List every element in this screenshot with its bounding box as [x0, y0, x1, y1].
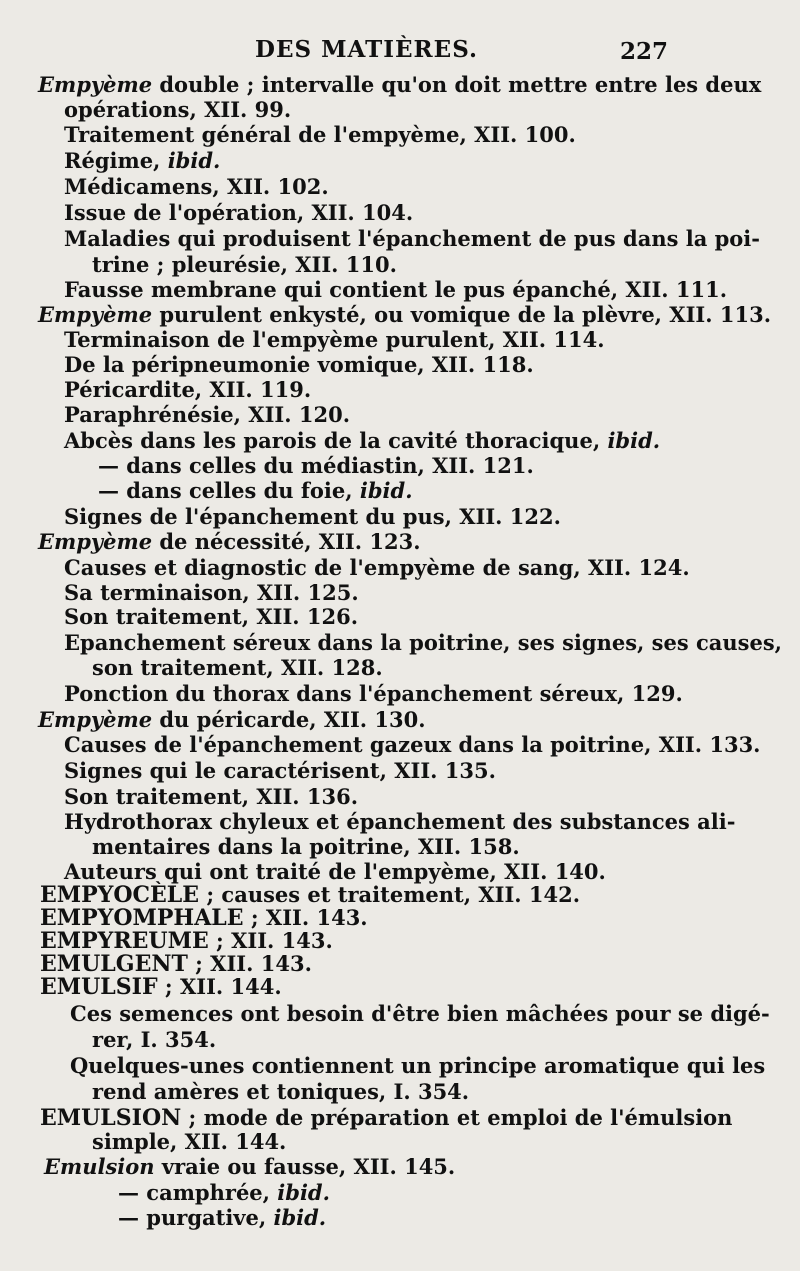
entry-text: Sa terminaison, XII. 125.: [64, 580, 359, 605]
entry-reference-ibid: ibid.: [607, 428, 661, 453]
index-entry-line: [92, 1079, 469, 1105]
index-entry-line: [64, 174, 329, 200]
entry-text: ; mode de préparation et emploi de l'émulsion: [181, 1105, 733, 1130]
index-entry-line: [64, 604, 358, 630]
entry-text: mentaires dans la poitrine, XII. 158.: [92, 834, 520, 859]
index-entry-line: [38, 302, 771, 328]
index-entry-line: [40, 974, 282, 1000]
entry-headword-caps: EMPYOCÈLE: [40, 882, 200, 908]
entry-text: de nécessité, XII. 123.: [152, 529, 421, 554]
entry-text: ; XII. 144.: [157, 974, 282, 999]
entry-headword-caps: EMULSIF: [40, 974, 158, 1000]
index-entry-line: [64, 758, 496, 784]
index-entry-line: [64, 148, 220, 174]
index-entry-line: [64, 402, 350, 428]
entry-text: Son traitement, XII. 136.: [64, 784, 359, 809]
index-entry-line: [38, 707, 426, 733]
index-entry-line: [118, 1180, 330, 1206]
index-entry-line: [92, 655, 383, 681]
index-entry-line: [118, 1205, 326, 1231]
index-entry-line: [92, 834, 520, 860]
index-entry-line: [38, 529, 421, 555]
entry-text: Ces semences ont besoin d'être bien mâchées pour se digé-: [70, 1001, 770, 1026]
entry-text: vraie ou fausse, XII. 145.: [154, 1154, 456, 1179]
index-entry-line: [92, 1129, 286, 1155]
entry-text: du péricarde, XII. 130.: [152, 707, 426, 732]
entry-headword-caps: EMPYOMPHALE: [40, 905, 244, 931]
entry-text: Maladies qui produisent l'épanchement de pus dans la poi-: [64, 226, 760, 251]
entry-text: double ; intervalle qu'on doit mettre entre les deux: [152, 72, 762, 97]
entry-text: Traitement général de l'empyème, XII. 100.: [64, 122, 576, 147]
entry-text: Hydrothorax chyleux et épanchement des substances ali-: [64, 809, 736, 834]
entry-reference-ibid: ibid.: [167, 148, 221, 173]
index-entry-line: [70, 1001, 770, 1027]
index-entry-line: [64, 226, 760, 252]
index-entry-line: [44, 1154, 455, 1180]
entry-headword-caps: EMULGENT: [40, 951, 188, 977]
index-entry-line: [92, 1027, 216, 1053]
entry-reference-ibid: ibid.: [273, 1205, 327, 1230]
entry-text: ; causes et traitement, XII. 142.: [199, 882, 581, 907]
entry-text: simple, XII. 144.: [92, 1129, 287, 1154]
entry-text: Terminaison de l'empyème purulent, XII. 114.: [64, 327, 605, 352]
entry-text: opérations, XII. 99.: [64, 97, 292, 122]
entry-text: rend amères et toniques, I. 354.: [92, 1079, 470, 1104]
entry-headword: Empyème: [38, 529, 153, 554]
entry-text: Causes de l'épanchement gazeux dans la poitrine, XII. 133.: [64, 732, 761, 757]
entry-headword-caps: EMULSION: [40, 1105, 182, 1131]
index-entry-line: [38, 72, 761, 98]
page-number: 227: [620, 38, 669, 65]
entry-text: Médicamens, XII. 102.: [64, 174, 329, 199]
index-entry-line: [64, 555, 690, 581]
entry-headword: Empyème: [38, 302, 153, 327]
entry-headword: Empyème: [38, 72, 153, 97]
entry-text: — dans celles du médiastin, XII. 121.: [98, 453, 534, 478]
entry-text: — camphrée,: [118, 1180, 278, 1205]
entry-text: Son traitement, XII. 126.: [64, 604, 359, 629]
entry-text: — dans celles du foie,: [98, 478, 360, 503]
index-entry-line: [98, 478, 413, 504]
entry-text: Régime,: [64, 148, 168, 173]
entry-text: Fausse membrane qui contient le pus épanché, XII. 111.: [64, 277, 728, 302]
index-entry-line: [64, 428, 660, 454]
index-entry-line: [40, 1105, 732, 1131]
index-entry-line: [64, 784, 358, 810]
entry-headword-caps: EMPYREUME: [40, 928, 209, 954]
entry-text: son traitement, XII. 128.: [92, 655, 383, 680]
page-header: [0, 36, 800, 70]
entry-headword: Emulsion: [44, 1154, 155, 1179]
entry-text: rer, I. 354.: [92, 1027, 217, 1052]
index-entry-line: [64, 200, 413, 226]
index-entry-line: [64, 97, 291, 123]
index-entry-line: [98, 453, 534, 479]
entry-headword: Empyème: [38, 707, 153, 732]
index-entry-line: [64, 277, 727, 303]
entry-text: trine ; pleurésie, XII. 110.: [92, 252, 397, 277]
entry-reference-ibid: ibid.: [359, 478, 413, 503]
index-entry-line: [64, 352, 534, 378]
index-entry-line: [64, 681, 683, 707]
index-entry-line: [64, 327, 605, 353]
entry-text: Abcès dans les parois de la cavité thoracique,: [64, 428, 608, 453]
index-entry-line: [64, 377, 311, 403]
entry-text: Auteurs qui ont traité de l'empyème, XII. 140.: [64, 859, 606, 884]
index-entry-line: [64, 504, 561, 530]
entry-text: purulent enkysté, ou vomique de la plèvre, XII. 113.: [152, 302, 772, 327]
index-entry-line: [70, 1053, 765, 1079]
index-entry-line: [64, 122, 576, 148]
entry-reference-ibid: ibid.: [277, 1180, 330, 1205]
entry-text: Paraphrénésie, XII. 120.: [64, 402, 351, 427]
entry-text: Signes qui le caractérisent, XII. 135.: [64, 758, 496, 783]
entry-text: ; XII. 143.: [187, 951, 312, 976]
entry-text: Signes de l'épanchement du pus, XII. 122.: [64, 504, 561, 529]
index-entry-line: [64, 732, 761, 758]
index-entry-line: [92, 252, 397, 278]
entry-text: — purgative,: [118, 1205, 274, 1230]
entry-text: Epanchement séreux dans la poitrine, ses signes, ses causes,: [64, 630, 782, 655]
entry-text: Causes et diagnostic de l'empyème de sang, XII. 124.: [64, 555, 690, 580]
index-entry-line: [64, 809, 735, 835]
index-entry-line: [64, 580, 359, 606]
entry-text: Péricardite, XII. 119.: [64, 377, 312, 402]
entry-text: De la péripneumonie vomique, XII. 118.: [64, 352, 534, 377]
entry-text: Issue de l'opération, XII. 104.: [64, 200, 414, 225]
index-entry-line: [64, 630, 782, 656]
entry-text: ; XII. 143.: [243, 905, 368, 930]
entry-text: Quelques-unes contiennent un principe aromatique qui les: [70, 1053, 766, 1078]
running-title: DES MATIÈRES.: [255, 36, 478, 63]
entry-text: Ponction du thorax dans l'épanchement séreux, 129.: [64, 681, 683, 706]
entry-text: ; XII. 143.: [208, 928, 333, 953]
